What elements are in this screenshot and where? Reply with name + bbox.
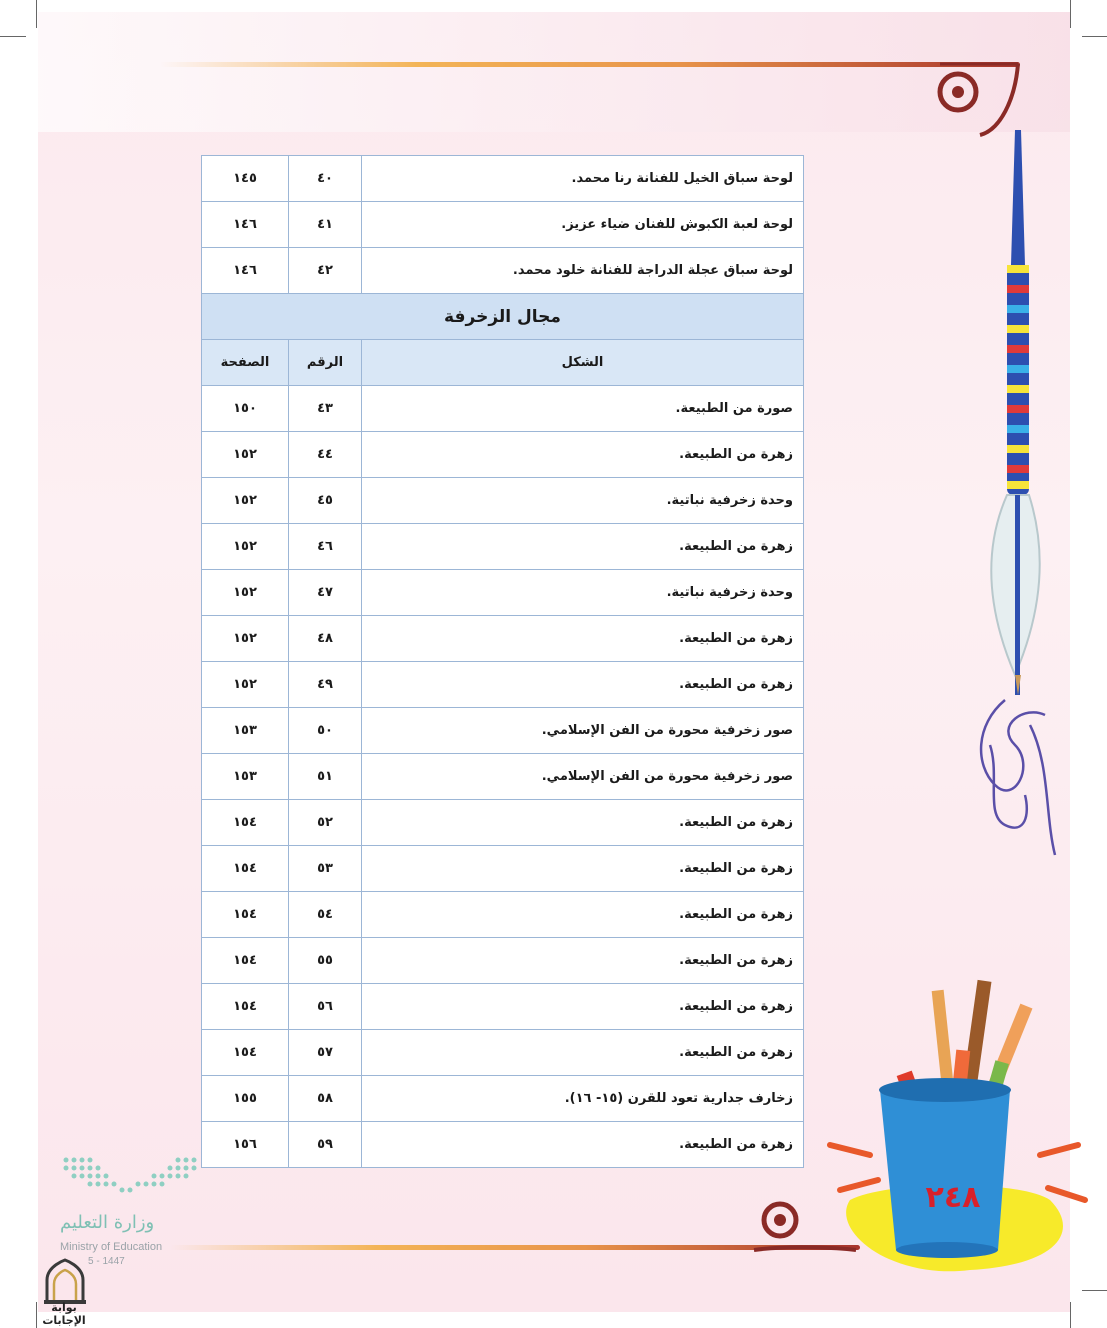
cell-number: ٤٤ [289, 432, 362, 478]
cell-shape: زهرة من الطبيعة. [362, 432, 804, 478]
table-row [202, 662, 804, 708]
table-row [202, 846, 804, 892]
cell-number: ٥٠ [289, 708, 362, 754]
decorative-frame-top [160, 62, 1020, 67]
cell-shape: لوحة سباق الخيل للفنانة رنا محمد. [362, 156, 804, 202]
table-row [202, 938, 804, 984]
cell-number: ٥٢ [289, 800, 362, 846]
cell-page: ١٥٢ [202, 432, 289, 478]
table-row [202, 708, 804, 754]
cell-shape: زهرة من الطبيعة. [362, 984, 804, 1030]
cell-shape: زهرة من الطبيعة. [362, 1030, 804, 1076]
cell-page: ١٥٠ [202, 386, 289, 432]
cell-page: ١٤٦ [202, 248, 289, 294]
header-page: الصفحة [202, 340, 289, 386]
cell-shape: صورة من الطبيعة. [362, 386, 804, 432]
table-row [202, 570, 804, 616]
cell-shape: لوحة سباق عجلة الدراجة للفنانة خلود محمد. [362, 248, 804, 294]
cell-page: ١٥٤ [202, 984, 289, 1030]
cell-number: ٤٦ [289, 524, 362, 570]
crop-mark [1070, 1302, 1071, 1328]
ministry-name-arabic: وزارة التعليم [60, 1212, 155, 1233]
cell-page: ١٤٥ [202, 156, 289, 202]
cell-page: ١٥٣ [202, 708, 289, 754]
cell-number: ٤٧ [289, 570, 362, 616]
cell-shape: لوحة لعبة الكبوش للفنان ضياء عزيز. [362, 202, 804, 248]
table-row [202, 984, 804, 1030]
table-row [202, 892, 804, 938]
table-row [202, 386, 804, 432]
cell-number: ٤٨ [289, 616, 362, 662]
section-row [202, 294, 804, 340]
cell-number: ٤٩ [289, 662, 362, 708]
table-row [202, 754, 804, 800]
gateway-label: بوابة الإجابات [42, 1301, 86, 1327]
cell-page: ١٥٢ [202, 662, 289, 708]
pencil-cup-illustration [810, 950, 1100, 1280]
table-row [202, 1076, 804, 1122]
cell-page: ١٥٤ [202, 846, 289, 892]
cell-page: ١٥٤ [202, 800, 289, 846]
cell-number: ٤٣ [289, 386, 362, 432]
header-number: الرقم [289, 340, 362, 386]
cell-page: ١٥٢ [202, 478, 289, 524]
ministry-year: 5 - 1447 [88, 1256, 125, 1267]
crop-mark [1082, 36, 1107, 37]
cell-shape: وحدة زخرفية نباتية. [362, 478, 804, 524]
cell-page: ١٥٤ [202, 1030, 289, 1076]
cell-number: ٥٣ [289, 846, 362, 892]
cell-page: ١٥٢ [202, 616, 289, 662]
cell-shape: زهرة من الطبيعة. [362, 524, 804, 570]
cell-shape: زهرة من الطبيعة. [362, 938, 804, 984]
brush-illustration [975, 125, 1060, 865]
cell-number: ٥٦ [289, 984, 362, 1030]
cell-shape: زخارف جدارية تعود للقرن (١٥- ١٦). [362, 1076, 804, 1122]
table-row [202, 1122, 804, 1168]
cell-number: ٥٨ [289, 1076, 362, 1122]
cell-shape: زهرة من الطبيعة. [362, 800, 804, 846]
cell-number: ٥٧ [289, 1030, 362, 1076]
table-row [202, 616, 804, 662]
cell-number: ٤١ [289, 202, 362, 248]
cell-page: ١٤٦ [202, 202, 289, 248]
cell-shape: زهرة من الطبيعة. [362, 662, 804, 708]
table-row [202, 432, 804, 478]
cell-shape: صور زخرفية محورة من الفن الإسلامي. [362, 754, 804, 800]
cell-number: ٥٩ [289, 1122, 362, 1168]
ministry-logo-dots [62, 1156, 198, 1196]
cell-number: ٥١ [289, 754, 362, 800]
crop-mark [0, 36, 26, 37]
table-row [202, 478, 804, 524]
cell-page: ١٥٦ [202, 1122, 289, 1168]
cell-page: ١٥٥ [202, 1076, 289, 1122]
table-row [202, 202, 804, 248]
page-number: ٢٤٨ [925, 1180, 981, 1215]
header-row [202, 340, 804, 386]
cell-number: ٤٠ [289, 156, 362, 202]
crop-mark [1082, 1290, 1107, 1291]
cell-shape: زهرة من الطبيعة. [362, 616, 804, 662]
header-shape: الشكل [362, 340, 804, 386]
cell-shape: زهرة من الطبيعة. [362, 846, 804, 892]
table-row [202, 248, 804, 294]
cell-number: ٥٥ [289, 938, 362, 984]
cell-page: ١٥٤ [202, 892, 289, 938]
cell-shape: زهرة من الطبيعة. [362, 1122, 804, 1168]
crop-mark [1070, 0, 1071, 28]
cell-number: ٤٢ [289, 248, 362, 294]
table-row [202, 800, 804, 846]
table-row [202, 156, 804, 202]
table-row [202, 524, 804, 570]
ministry-name-english: Ministry of Education [60, 1241, 163, 1253]
table-row [202, 1030, 804, 1076]
cell-page: ١٥٣ [202, 754, 289, 800]
cell-page: ١٥٢ [202, 570, 289, 616]
cell-shape: زهرة من الطبيعة. [362, 892, 804, 938]
cell-number: ٥٤ [289, 892, 362, 938]
crop-mark [36, 0, 37, 28]
cell-page: ١٥٢ [202, 524, 289, 570]
figures-index-table [201, 155, 804, 1168]
cell-shape: صور زخرفية محورة من الفن الإسلامي. [362, 708, 804, 754]
cell-shape: وحدة زخرفية نباتية. [362, 570, 804, 616]
cell-page: ١٥٤ [202, 938, 289, 984]
cell-number: ٤٥ [289, 478, 362, 524]
section-title: مجال الزخرفة [202, 294, 804, 340]
